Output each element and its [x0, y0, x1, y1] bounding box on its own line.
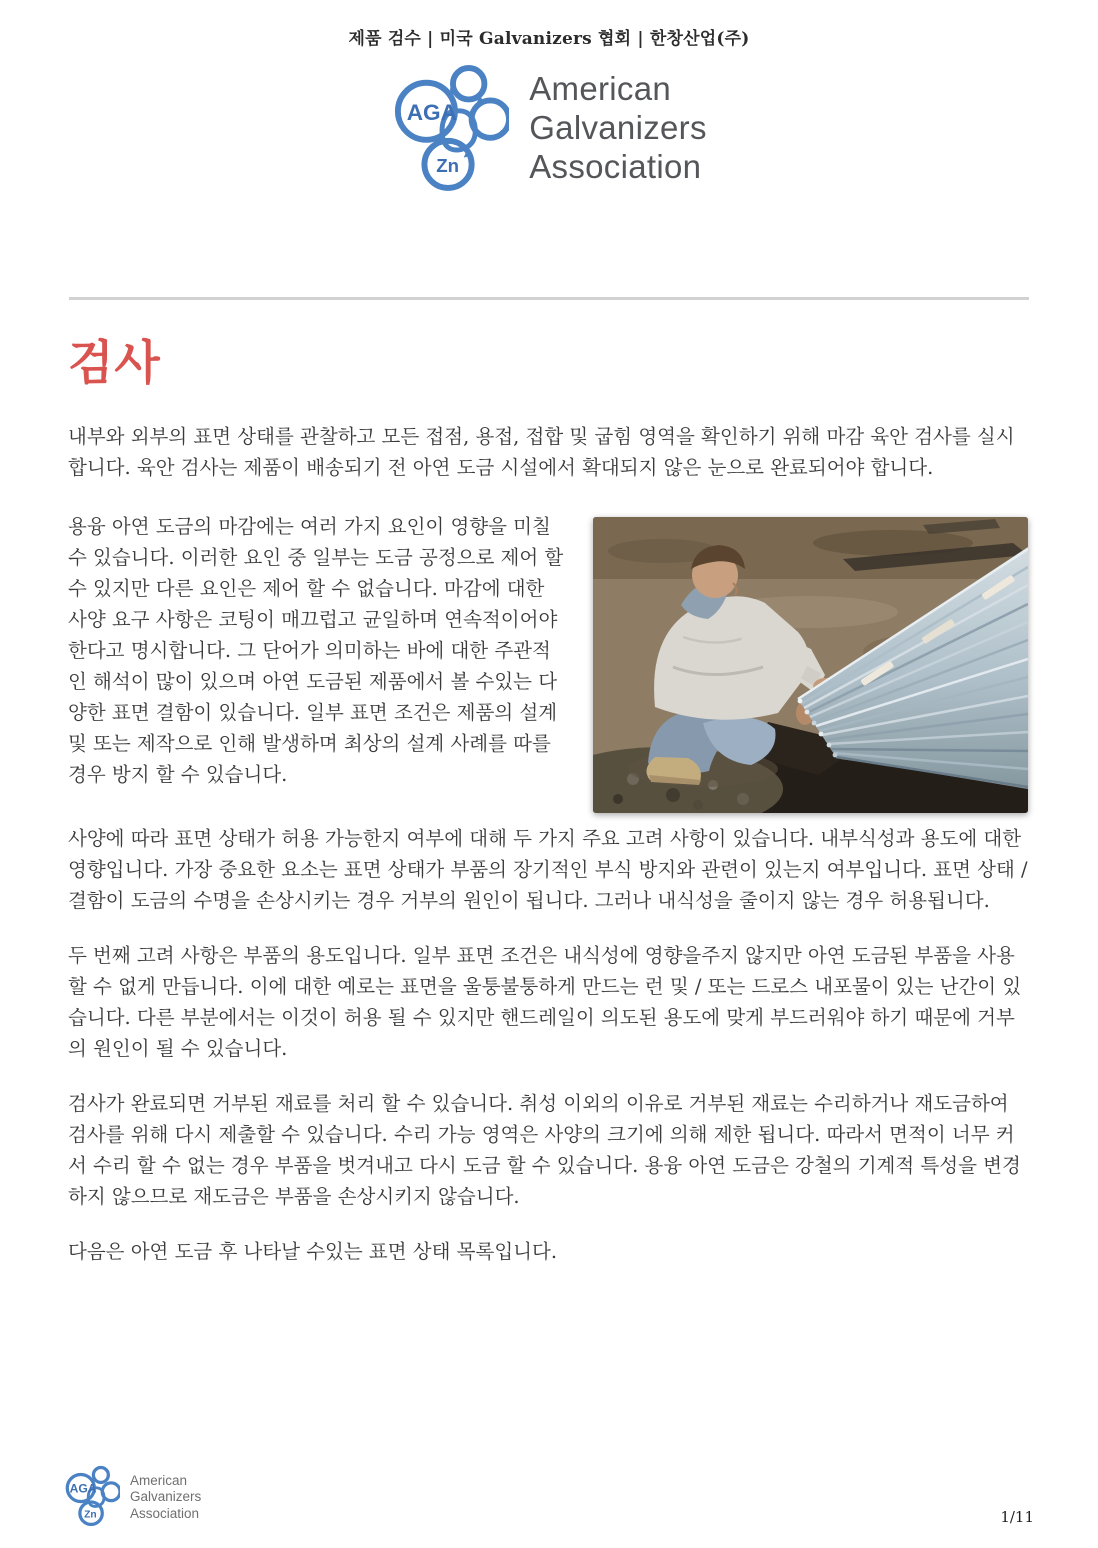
aga-logo-wordmark [529, 69, 707, 186]
aga-logo [0, 63, 1098, 191]
paragraph-finish-factors: 용융 아연 도금의 마감에는 여러 가지 요인이 영향을 미칠 수 있습니다. 이러한 요인 중 일부는 도금 공정으로 제어 할 수 있지만 다른 요인은 제어 할 수 없습니다. 마감에 대한 사양 요구 사항은 코팅이 매끄럽고 균일하며 연속적이어야 한다고 명시합니다. 그 단어가 의미하는 바에 대한 주관적인 해석이 많이 있으며 아연 도금된 제품에서 볼 수있는 다양한 표면 결함이 있습니다. 일부 표면 조건은 제품의 설계 및 또는 제작으로 인해 발생하며 최상의 설계 사례를 따를 경우 방지 할 수 있습니다. [68, 515, 564, 786]
paragraph-list-intro: 다음은 아연 도금 후 나타날 수있는 표면 상태 목록입니다. [68, 1240, 558, 1263]
paragraph-visual-inspection: 내부와 외부의 표면 상태를 관찰하고 모든 접점, 용접, 접합 및 굽힘 영역을 확인하기 위해 마감 육안 검사를 실시합니다. 육안 검사는 제품이 배송되기 전 아연 도금 시설에서 확대되지 않은 눈으로 완료되어야 합니다. [68, 425, 1015, 479]
article-title: 검사 [68, 336, 161, 391]
logo-line-association: Association [529, 147, 702, 185]
inspection-photo [593, 517, 1028, 813]
zn-symbol-text: Zn [436, 155, 460, 177]
footer-logo-line-association: Association [130, 1505, 200, 1521]
footer-aga-wordmark [130, 1473, 201, 1523]
document-footer [64, 1465, 1034, 1530]
footer-aga-acronym-text: AGA [69, 1481, 97, 1496]
footer-zn-symbol-text: Zn [84, 1509, 97, 1521]
document-header-title: 제품 검수 | 미국 Galvanizers 협회 | 한창산업(주) [348, 29, 750, 49]
footer-aga-logo-icon [64, 1465, 120, 1530]
logo-line-galvanizers: Galvanizers [529, 108, 707, 146]
footer-logo-line-galvanizers: Galvanizers [130, 1489, 202, 1505]
paragraph-part-use: 두 번째 고려 사항은 부품의 용도입니다. 일부 표면 조건은 내식성에 영향을주지 않지만 아연 도금된 부품을 사용할 수 없게 만듭니다. 이에 대한 예로는 표면을 울퉁불퉁하게 만드는 런 및 / 또는 드로스 내포물이 있는 난간이 있습니다. 다른 부분에서는 이것이 허용 될 수 있지만 핸드레일이 의도된 용도에 맞게 부드러워야 하기 때문에 거부의 원인이 될 수 있습니다. [68, 944, 1022, 1060]
inspection-photo-illustration [593, 517, 1028, 813]
aga-acronym-text: AGA [406, 100, 458, 126]
section-divider [69, 297, 1029, 300]
photo-paragraph-section [68, 511, 1030, 790]
aga-logo-icon [391, 63, 509, 191]
paragraph-acceptability: 사양에 따라 표면 상태가 허용 가능한지 여부에 대해 두 가지 주요 고려 사항이 있습니다. 내부식성과 용도에 대한 영향입니다. 가장 중요한 요소는 표면 상태가 부품의 장기적인 부식 방지와 관련이 있는지 여부입니다. 표면 상태 / 결함이 도금의 수명을 손상시키는 경우 거부의 원인이 됩니다. 그러나 내식성을 줄이지 않는 경우 허용됩니다. [68, 827, 1028, 912]
footer-logo-line-american: American [130, 1472, 188, 1488]
footer-aga-logo [64, 1465, 201, 1530]
paragraph-rejected-material: 검사가 완료되면 거부된 재료를 처리 할 수 있습니다. 취성 이외의 이유로 거부된 재료는 수리하거나 재도금하여 검사를 위해 다시 제출할 수 있습니다. 수리 가능 영역은 사양의 크기에 의해 제한 됩니다. 따라서 면적이 너무 커서 수리 할 수 없는 경우 부품을 벗겨내고 다시 도금 할 수 있습니다. 용융 아연 도금은 강철의 기계적 특성을 변경하지 않으므로 재도금은 부품을 손상시키지 않습니다. [68, 1092, 1021, 1208]
logo-line-american: American [529, 69, 671, 107]
page-number: 1/11 [1000, 1508, 1034, 1526]
article-content [68, 326, 1030, 1267]
